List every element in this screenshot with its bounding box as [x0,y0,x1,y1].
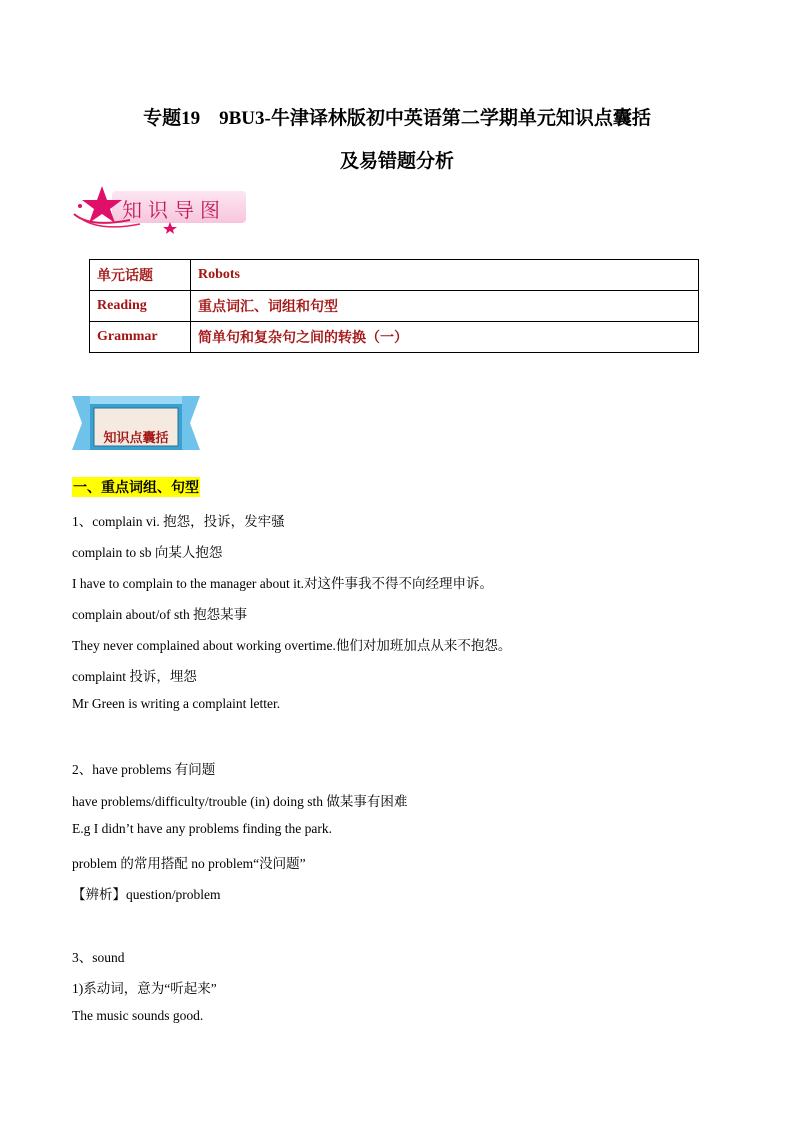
table-cell-label: 单元话题 [90,260,191,291]
table-cell-label: Grammar [90,322,191,353]
knowledge-map-banner [70,184,250,234]
banner-text: 知识导图 [122,198,226,222]
table-cell-value: 重点词汇、词组和句型 [191,291,699,322]
text-line: The music sounds good. [72,1008,204,1023]
section-heading: 一、重点词组、句型 [72,477,200,497]
text-line: complain about/of sth 抱怨某事 [72,607,248,622]
text-line: 【辨析】question/problem [72,887,221,902]
table-cell-value: 简单句和复杂句之间的转换（一） [191,322,699,353]
tag-label: 知识点囊括 [103,431,169,446]
text-line: complaint 投诉，埋怨 [72,669,197,684]
document-title-line2: 及易错题分析 [339,151,454,172]
text-line: Mr Green is writing a complaint letter. [72,696,281,711]
table-cell-value: Robots [191,260,699,291]
text-line: 1)系动词，意为“听起来” [72,981,217,996]
text-line: have problems/difficulty/trouble (in) doing sth 做某事有困难 [72,794,408,809]
unit-overview-table [89,259,699,353]
document-title-line1: 专题19 9BU3-牛津译林版初中英语第二学期单元知识点囊括 [143,108,651,129]
text-line: complain to sb 向某人抱怨 [72,545,223,560]
table-row [90,260,699,291]
text-line: They never complained about working overtime.他们对加班加点从来不抱怨。 [72,638,512,653]
text-line: 2、have problems 有问题 [72,762,216,777]
table-row [90,322,699,353]
table-cell-label: Reading [90,291,191,322]
text-line: 3、sound [72,950,125,965]
knowledge-points-tag [72,396,200,458]
text-line: 1、complain vi. 抱怨，投诉，发牢骚 [72,514,285,529]
table-row [90,291,699,322]
text-line: I have to complain to the manager about it.对这件事我不得不向经理申诉。 [72,576,494,591]
text-line: problem 的常用搭配 no problem“没问题” [72,856,306,871]
text-line: E.g I didn’t have any problems finding the park. [72,821,332,836]
